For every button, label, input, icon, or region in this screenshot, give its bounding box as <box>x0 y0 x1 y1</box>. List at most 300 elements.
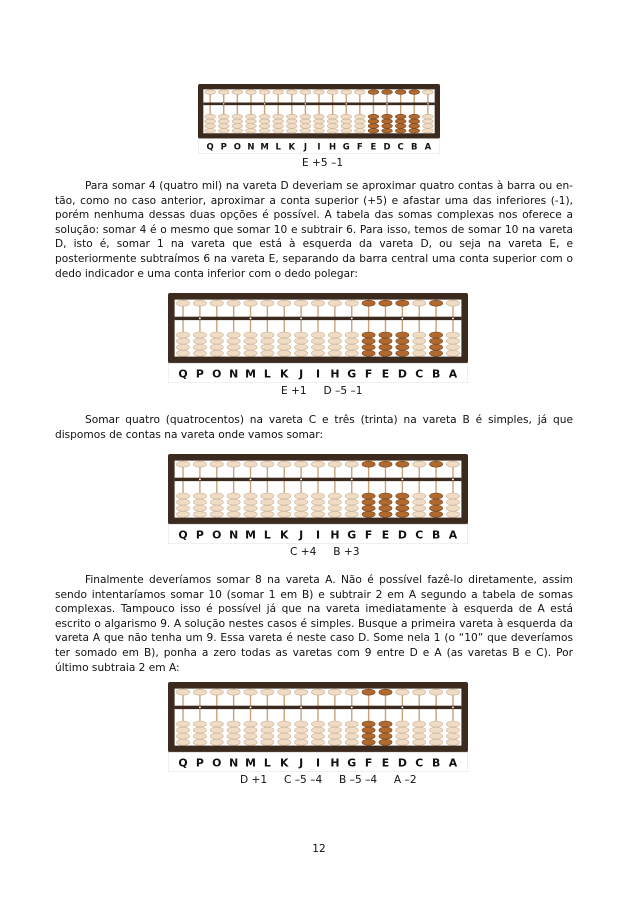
abacus-rod-letter: C <box>397 141 404 152</box>
abacus-lower-bead <box>286 128 297 133</box>
abacus-lower-bead <box>295 505 308 511</box>
abacus-lower-bead <box>210 727 223 733</box>
abacus-upper-bead <box>193 300 206 306</box>
abacus-bar-dot <box>452 317 454 319</box>
abacus-rod-letter: J <box>299 367 304 381</box>
abacus-lower-bead <box>218 124 229 129</box>
abacus-rod-letter: M <box>245 756 256 770</box>
abacus-rod-letter: D <box>397 367 407 381</box>
abacus-lower-bead <box>345 505 358 511</box>
abacus-lower-bead <box>446 511 459 517</box>
abacus-lower-bead <box>379 344 392 350</box>
abacus-lower-bead <box>362 727 375 733</box>
abacus-rod-letter: O <box>212 528 222 542</box>
abacus-lower-bead <box>210 739 223 745</box>
abacus-bar-dot <box>401 478 403 480</box>
abacus-lower-bead <box>210 493 223 499</box>
abacus-rod-letter: K <box>280 528 289 542</box>
abacus-upper-bead <box>311 689 324 695</box>
abacus-lower-bead <box>218 119 229 124</box>
abacus-lower-bead <box>278 733 291 739</box>
abacus-rod-letter: L <box>263 756 271 770</box>
abacus-lower-bead <box>430 511 443 517</box>
abacus-rod-letter: Q <box>178 367 188 381</box>
abacus-lower-bead <box>341 119 352 124</box>
abacus-upper-bead <box>227 300 240 306</box>
abacus-lower-bead <box>176 511 189 517</box>
abacus-lower-bead <box>286 114 297 119</box>
abacus-rod-letter: P <box>220 141 227 152</box>
abacus-lower-bead <box>396 727 409 733</box>
abacus-rod-letter: N <box>247 141 255 152</box>
abacus-lower-bead <box>362 733 375 739</box>
abacus-lower-bead <box>210 511 223 517</box>
abacus-lower-bead <box>430 505 443 511</box>
abacus-bar-dot <box>223 103 224 104</box>
abacus-lower-bead <box>314 114 325 119</box>
abacus-upper-bead <box>430 300 443 306</box>
abacus-lower-bead <box>355 119 366 124</box>
abacus-rod-letter: E <box>381 528 390 542</box>
abacus-upper-bead <box>244 461 257 467</box>
paragraph-2-text: Somar quatro (quatrocentos) na vareta C e três (trinta) na vareta B é simples, já que dispomos de contas na vareta onde vamos somar: <box>55 414 573 441</box>
abacus-lower-bead <box>362 721 375 727</box>
abacus-lower-bead <box>327 114 338 119</box>
abacus-lower-bead <box>423 124 434 129</box>
abacus-lower-bead <box>278 493 291 499</box>
abacus-lower-bead <box>227 499 240 505</box>
abacus-upper-bead <box>278 689 291 695</box>
abacus-lower-bead <box>295 511 308 517</box>
abacus-rod-letter: P <box>195 367 204 381</box>
abacus-lower-bead <box>210 721 223 727</box>
abacus-rod-letter: D <box>397 756 407 770</box>
abacus-lower-bead <box>382 128 393 133</box>
abacus-upper-bead <box>286 90 297 95</box>
abacus-lower-bead <box>430 493 443 499</box>
abacus-lower-bead <box>345 493 358 499</box>
abacus-upper-bead <box>261 300 274 306</box>
abacus-rod-letter: D <box>397 528 407 542</box>
abacus-lower-bead <box>395 124 406 129</box>
abacus-lower-bead <box>368 124 379 129</box>
abacus-lower-bead <box>244 350 257 356</box>
abacus-lower-bead <box>300 124 311 129</box>
abacus-lower-bead <box>379 350 392 356</box>
abacus-lower-bead <box>423 119 434 124</box>
paragraph-1 <box>55 179 573 281</box>
abacus-lower-bead <box>210 505 223 511</box>
abacus-rod-letter: G <box>347 367 357 381</box>
abacus-lower-bead <box>379 727 392 733</box>
abacus-lower-bead <box>278 338 291 344</box>
abacus-lower-bead <box>345 338 358 344</box>
abacus-upper-bead <box>210 689 223 695</box>
abacus-lower-bead <box>261 511 274 517</box>
abacus-lower-bead <box>379 721 392 727</box>
abacus-lower-bead <box>328 350 341 356</box>
abacus-lower-bead <box>345 733 358 739</box>
abacus-lower-bead <box>368 128 379 133</box>
abacus-rod-letter: G <box>342 141 350 152</box>
abacus-lower-bead <box>446 344 459 350</box>
abacus-upper-bead <box>300 90 311 95</box>
abacus-rod-letter: O <box>212 367 222 381</box>
abacus-lower-bead <box>261 739 274 745</box>
abacus-bar-dot <box>199 478 201 480</box>
abacus-lower-bead <box>446 332 459 338</box>
abacus-rod-letter: A <box>448 367 458 381</box>
abacus-rod-letter: A <box>424 141 432 152</box>
abacus-rod-letter: H <box>329 141 337 152</box>
figure-caption-2: E +1 D –5 –1 <box>281 385 363 397</box>
abacus-lower-bead <box>328 499 341 505</box>
abacus-bar-dot <box>427 103 428 104</box>
abacus-lower-bead <box>396 332 409 338</box>
abacus-lower-bead <box>382 124 393 129</box>
abacus-lower-bead <box>295 344 308 350</box>
abacus-upper-bead <box>193 689 206 695</box>
abacus-lower-bead <box>227 721 240 727</box>
abacus-upper-bead <box>232 90 243 95</box>
abacus-rod-letter: P <box>195 756 204 770</box>
abacus-rod-letter: G <box>347 756 357 770</box>
abacus-bar-dot <box>345 103 346 104</box>
abacus-lower-bead <box>176 344 189 350</box>
abacus-lower-bead <box>396 733 409 739</box>
abacus-lower-bead <box>311 511 324 517</box>
abacus-lower-bead <box>396 505 409 511</box>
abacus-upper-bead <box>413 461 426 467</box>
abacus-upper-bead <box>176 689 189 695</box>
abacus-lower-bead <box>328 332 341 338</box>
abacus-bar-dot <box>351 317 353 319</box>
abacus-lower-bead <box>345 721 358 727</box>
abacus-lower-bead <box>413 727 426 733</box>
abacus-lower-bead <box>341 124 352 129</box>
abacus-upper-bead <box>193 461 206 467</box>
abacus-upper-bead <box>413 689 426 695</box>
abacus-lower-bead <box>278 344 291 350</box>
abacus-upper-bead <box>176 300 189 306</box>
abacus-lower-bead <box>413 505 426 511</box>
abacus-lower-bead <box>327 119 338 124</box>
abacus-center-bar <box>175 706 462 709</box>
abacus-lower-bead <box>311 344 324 350</box>
abacus-lower-bead <box>295 338 308 344</box>
abacus-upper-bead <box>430 689 443 695</box>
abacus-rod-letter: I <box>315 528 321 542</box>
abacus-lower-bead <box>176 733 189 739</box>
paragraph-1-text: Para somar 4 (quatro mil) na vareta D deveriam se aproximar quatro contas à barra ou en-tão, como no caso anterior, aproximar a conta superior (+5) e afastar uma das inferiores (-1), porém nenhuma dessas duas opções é possível. A tabela das somas complexas nos oferece a solução: somar 4 é o mesmo que somar 10 e subtrair 6. Para isso, temos de somar 10 na vareta D, isto é, somar 1 na vareta que está à esquerda da vareta D, ou seja na vareta E, e posteriormente subtraímos 6 na vareta E, separando da barra central uma conta superior com o dedo indicador e uma conta inferior com o dedo polegar: <box>55 180 573 280</box>
abacus-lower-bead <box>261 350 274 356</box>
abacus-lower-bead <box>345 332 358 338</box>
abacus-lower-bead <box>413 733 426 739</box>
abacus-rod-letter: B <box>431 756 441 770</box>
abacus-bar-dot <box>300 706 302 708</box>
abacus-rod-letter: O <box>212 756 222 770</box>
abacus-lower-bead <box>413 493 426 499</box>
abacus-lower-bead <box>261 733 274 739</box>
abacus-upper-bead <box>345 461 358 467</box>
abacus-bar-dot <box>351 706 353 708</box>
abacus-bar-dot <box>250 478 252 480</box>
abacus-upper-bead <box>345 689 358 695</box>
abacus-lower-bead <box>193 727 206 733</box>
abacus-lower-bead <box>278 499 291 505</box>
abacus-rod-letter: I <box>317 141 321 152</box>
abacus-lower-bead <box>244 493 257 499</box>
abacus-lower-bead <box>232 128 243 133</box>
abacus-lower-bead <box>311 332 324 338</box>
abacus-lower-bead <box>193 499 206 505</box>
abacus-bar-dot <box>386 103 387 104</box>
abacus-lower-bead <box>259 128 270 133</box>
abacus-lower-bead <box>446 721 459 727</box>
abacus-lower-bead <box>328 739 341 745</box>
abacus-lower-bead <box>278 727 291 733</box>
abacus-lower-bead <box>362 505 375 511</box>
abacus-upper-bead <box>446 461 459 467</box>
abacus-bar-dot <box>452 478 454 480</box>
abacus-lower-bead <box>218 114 229 119</box>
abacus-lower-bead <box>413 511 426 517</box>
abacus-lower-bead <box>261 344 274 350</box>
abacus-lower-bead <box>244 727 257 733</box>
abacus-lower-bead <box>176 739 189 745</box>
abacus-rod-letter: A <box>448 756 458 770</box>
abacus-lower-bead <box>311 493 324 499</box>
abacus-upper-bead <box>446 689 459 695</box>
abacus-rod-letter: N <box>229 528 239 542</box>
abacus-lower-bead <box>278 721 291 727</box>
abacus-lower-bead <box>446 727 459 733</box>
abacus-lower-bead <box>345 727 358 733</box>
abacus-lower-bead <box>227 727 240 733</box>
abacus-lower-bead <box>244 499 257 505</box>
abacus-center-bar <box>203 103 434 106</box>
abacus-upper-bead <box>314 90 325 95</box>
abacus-lower-bead <box>430 733 443 739</box>
abacus-lower-bead <box>382 114 393 119</box>
abacus-lower-bead <box>193 493 206 499</box>
abacus-lower-bead <box>286 124 297 129</box>
abacus-lower-bead <box>193 739 206 745</box>
abacus-lower-bead <box>379 733 392 739</box>
abacus-lower-bead <box>176 493 189 499</box>
abacus-upper-bead <box>273 90 284 95</box>
abacus-upper-bead <box>227 689 240 695</box>
abacus-lower-bead <box>446 739 459 745</box>
abacus-lower-bead <box>362 511 375 517</box>
abacus-lower-bead <box>210 344 223 350</box>
abacus-lower-bead <box>362 493 375 499</box>
abacus-upper-bead <box>446 300 459 306</box>
abacus-lower-bead <box>362 350 375 356</box>
abacus-lower-bead <box>311 338 324 344</box>
abacus-lower-bead <box>295 499 308 505</box>
abacus-lower-bead <box>379 505 392 511</box>
abacus-lower-bead <box>409 119 420 124</box>
abacus-figure-3 <box>168 454 468 544</box>
abacus-lower-bead <box>345 499 358 505</box>
abacus-lower-bead <box>430 739 443 745</box>
abacus-upper-bead <box>409 90 420 95</box>
abacus-upper-bead <box>379 300 392 306</box>
abacus-lower-bead <box>205 128 216 133</box>
abacus-upper-bead <box>413 300 426 306</box>
abacus-lower-bead <box>246 124 257 129</box>
figure-caption-4: D +1 C –5 –4 B –5 –4 A –2 <box>240 774 417 786</box>
abacus-rod-letter: F <box>364 528 373 542</box>
abacus-lower-bead <box>327 124 338 129</box>
abacus-lower-bead <box>423 114 434 119</box>
abacus-lower-bead <box>273 119 284 124</box>
abacus-upper-bead <box>379 461 392 467</box>
abacus-lower-bead <box>355 124 366 129</box>
abacus-lower-bead <box>379 499 392 505</box>
abacus-lower-bead <box>278 505 291 511</box>
abacus-lower-bead <box>382 119 393 124</box>
abacus-upper-bead <box>261 689 274 695</box>
abacus-lower-bead <box>193 350 206 356</box>
abacus-lower-bead <box>205 124 216 129</box>
abacus-lower-bead <box>395 119 406 124</box>
abacus-lower-bead <box>430 721 443 727</box>
abacus-rod-letter: Q <box>178 756 188 770</box>
abacus-lower-bead <box>300 128 311 133</box>
abacus-lower-bead <box>244 733 257 739</box>
page-number: 12 <box>312 843 326 855</box>
abacus-lower-bead <box>300 119 311 124</box>
abacus-lower-bead <box>409 124 420 129</box>
abacus-lower-bead <box>396 350 409 356</box>
paragraph-2 <box>55 413 573 442</box>
abacus-bar-dot <box>199 706 201 708</box>
abacus-upper-bead <box>395 90 406 95</box>
abacus-lower-bead <box>295 739 308 745</box>
abacus-lower-bead <box>261 332 274 338</box>
abacus-upper-bead <box>382 90 393 95</box>
abacus-lower-bead <box>246 128 257 133</box>
abacus-lower-bead <box>379 493 392 499</box>
abacus-lower-bead <box>244 721 257 727</box>
abacus-rod-letter: H <box>330 367 340 381</box>
abacus-center-bar <box>175 478 462 481</box>
abacus-lower-bead <box>395 114 406 119</box>
abacus-lower-bead <box>396 511 409 517</box>
paragraph-3-text: Finalmente deveríamos somar 8 na vareta A. Não é possível fazê-lo diretamente, assim sendo intentaríamos somar 10 (somar 1 em B) e subtrair 2 em A segundo a tabela de somas complexas. Tampouco isso é possível já que na vareta imediatamente à esquerda de A está escrito o algarismo 9. A solução nestes casos é simples. Busque a primeira vareta à esquerda da vareta A que não tenha um 9. Essa vareta é neste caso D. Some nela 1 (o “10” que deveríamos ter somado em B), ponha a zero todas as varetas com 9 entre D e A (as varetas B e C). Por último subtraia 2 em A: <box>55 574 573 674</box>
abacus-rod-letter: E <box>381 367 390 381</box>
abacus-lower-bead <box>446 493 459 499</box>
abacus-upper-bead <box>362 300 375 306</box>
abacus-lower-bead <box>409 114 420 119</box>
abacus-lower-bead <box>261 499 274 505</box>
abacus-lower-bead <box>176 505 189 511</box>
abacus-lower-bead <box>210 338 223 344</box>
abacus-lower-bead <box>193 344 206 350</box>
abacus-upper-bead <box>423 90 434 95</box>
abacus-lower-bead <box>314 119 325 124</box>
abacus-upper-bead <box>362 689 375 695</box>
abacus-bar-dot <box>452 706 454 708</box>
abacus-rod-letter: J <box>299 528 304 542</box>
abacus-lower-bead <box>379 338 392 344</box>
abacus-rod-letter: O <box>233 141 241 152</box>
abacus-rod-letter: A <box>448 528 458 542</box>
abacus-upper-bead <box>227 461 240 467</box>
abacus-lower-bead <box>193 721 206 727</box>
abacus-lower-bead <box>345 350 358 356</box>
abacus-upper-bead <box>379 689 392 695</box>
abacus-lower-bead <box>328 344 341 350</box>
abacus-lower-bead <box>244 338 257 344</box>
abacus-lower-bead <box>193 332 206 338</box>
abacus-bar-dot <box>305 103 306 104</box>
abacus-lower-bead <box>430 350 443 356</box>
abacus-lower-bead <box>244 344 257 350</box>
abacus-rod-letter: M <box>260 141 269 152</box>
abacus-upper-bead <box>295 461 308 467</box>
abacus-rod-letter: L <box>263 367 271 381</box>
abacus-lower-bead <box>259 124 270 129</box>
abacus-rod-letter: E <box>370 141 377 152</box>
abacus-lower-bead <box>176 332 189 338</box>
abacus-lower-bead <box>311 721 324 727</box>
abacus-bar-dot <box>401 706 403 708</box>
abacus-lower-bead <box>176 721 189 727</box>
abacus-lower-bead <box>430 338 443 344</box>
abacus-upper-bead <box>328 461 341 467</box>
abacus-lower-bead <box>295 733 308 739</box>
abacus-lower-bead <box>413 332 426 338</box>
abacus-lower-bead <box>368 119 379 124</box>
abacus-upper-bead <box>295 689 308 695</box>
abacus-lower-bead <box>355 114 366 119</box>
abacus-lower-bead <box>278 332 291 338</box>
abacus-rod-letter: N <box>229 367 239 381</box>
abacus-rod-letter: C <box>415 756 424 770</box>
abacus-lower-bead <box>205 119 216 124</box>
abacus-lower-bead <box>446 350 459 356</box>
abacus-rod-letter: G <box>347 528 357 542</box>
abacus-rod-letter: L <box>275 141 281 152</box>
abacus-upper-bead <box>176 461 189 467</box>
abacus-lower-bead <box>232 114 243 119</box>
abacus-figure-4 <box>168 682 468 772</box>
abacus-rod-letter: C <box>415 528 424 542</box>
abacus-lower-bead <box>244 511 257 517</box>
abacus-upper-bead <box>244 689 257 695</box>
abacus-lower-bead <box>327 128 338 133</box>
abacus-rod-letter: K <box>288 141 296 152</box>
abacus-lower-bead <box>261 493 274 499</box>
abacus-upper-bead <box>368 90 379 95</box>
abacus-lower-bead <box>362 739 375 745</box>
abacus-lower-bead <box>396 344 409 350</box>
abacus-lower-bead <box>430 344 443 350</box>
abacus-lower-bead <box>362 344 375 350</box>
abacus-lower-bead <box>379 739 392 745</box>
abacus-rod-letter: K <box>280 756 289 770</box>
abacus-lower-bead <box>311 499 324 505</box>
abacus-lower-bead <box>328 727 341 733</box>
abacus-lower-bead <box>328 721 341 727</box>
abacus-lower-bead <box>210 332 223 338</box>
abacus-lower-bead <box>341 128 352 133</box>
abacus-lower-bead <box>328 338 341 344</box>
abacus-upper-bead <box>205 90 216 95</box>
